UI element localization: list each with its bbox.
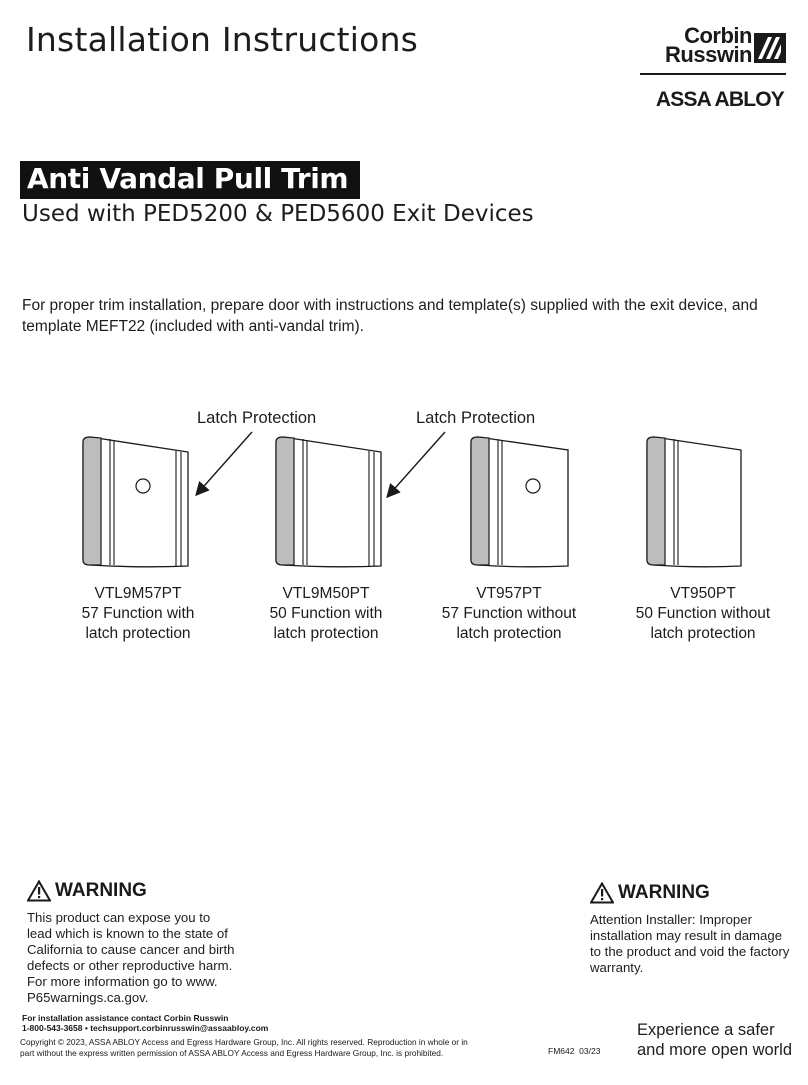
prop65-warning bbox=[27, 880, 267, 1006]
caption-vt950pt bbox=[613, 584, 793, 644]
function-text: 50 Function with bbox=[269, 605, 383, 622]
warning-label: WARNING bbox=[55, 880, 147, 901]
trim-diagram bbox=[0, 400, 808, 580]
warning-label: WARNING bbox=[618, 882, 710, 903]
product-title: Anti Vandal Pull Trim bbox=[20, 161, 360, 199]
warning-triangle-icon bbox=[590, 882, 614, 904]
assist-line: For installation assistance contact Corbin Russwin bbox=[22, 1013, 229, 1023]
trim-vtl9m50pt bbox=[276, 437, 381, 567]
warning-heading bbox=[590, 882, 800, 904]
logo-line-1: Corbin bbox=[684, 23, 752, 48]
function-text: 57 Function with bbox=[81, 605, 195, 622]
warning-line: P65warnings.ca.gov. bbox=[27, 990, 149, 1005]
callout-arrow-2 bbox=[388, 432, 445, 496]
trim-vt957pt bbox=[471, 437, 568, 567]
page-title: Installation Instructions bbox=[26, 20, 419, 59]
document-code: FM642 03/23 bbox=[548, 1046, 601, 1056]
model-number: VT950PT bbox=[670, 585, 736, 602]
protection-text: latch protection bbox=[456, 625, 562, 642]
copyright-notice bbox=[20, 1037, 480, 1058]
model-number: VTL9M57PT bbox=[94, 585, 182, 602]
warning-line: lead which is known to the state of bbox=[27, 926, 228, 941]
warning-line: installation may result in damage bbox=[590, 928, 783, 943]
assist-contact: 1-800-543-3658 • techsupport.corbinrusswin@assaabloy.com bbox=[22, 1023, 269, 1033]
function-text: 57 Function without bbox=[441, 605, 577, 622]
intro-text: For proper trim installation, prepare door with instructions and template(s) supplied with the exit device, and template MEFT22 (included with anti-vandal trim). bbox=[22, 297, 758, 335]
warning-line: warranty. bbox=[590, 960, 644, 975]
warning-heading bbox=[27, 880, 267, 902]
installer-warning bbox=[590, 882, 800, 976]
logo-wordmark bbox=[665, 23, 752, 67]
trim-vtl9m57pt bbox=[83, 437, 188, 567]
logo-divider bbox=[640, 73, 786, 75]
caption-vtl9m50pt bbox=[236, 584, 416, 644]
warning-line: For more information go to www. bbox=[27, 974, 218, 989]
corbin-russwin-logo bbox=[628, 23, 788, 116]
logo-company: ASSA ABLOY bbox=[655, 88, 784, 111]
copyright-line: part without the express written permission of ASSA ABLOY Access and Egress Hardware Group, Inc. is prohibited. bbox=[20, 1047, 444, 1058]
protection-text: latch protection bbox=[273, 625, 379, 642]
logo-line-2: Russwin bbox=[665, 42, 752, 67]
callout-arrow-1 bbox=[197, 432, 252, 494]
model-number: VT957PT bbox=[476, 585, 542, 602]
model-number: VTL9M50PT bbox=[282, 585, 370, 602]
latch-protection-callout-2: Latch Protection bbox=[416, 409, 536, 427]
protection-text: latch protection bbox=[85, 625, 191, 642]
tagline-line: Experience a safer bbox=[637, 1021, 775, 1039]
trim-vt950pt bbox=[647, 437, 741, 567]
warning-line: defects or other reproductive harm. bbox=[27, 958, 233, 973]
installation-assistance bbox=[22, 1013, 268, 1033]
tagline bbox=[637, 1020, 792, 1060]
warning-triangle-icon bbox=[27, 880, 51, 902]
warning-line: California to cause cancer and birth bbox=[27, 942, 235, 957]
warning-line: This product can expose you to bbox=[27, 910, 211, 925]
caption-vtl9m57pt bbox=[48, 584, 228, 644]
copyright-line: Copyright © 2023, ASSA ABLOY Access and Egress Hardware Group, Inc. All rights reserved. Reproduction in whole or in bbox=[20, 1037, 468, 1047]
tagline-line: and more open world bbox=[637, 1041, 793, 1059]
caption-vt957pt bbox=[419, 584, 599, 644]
warning-line: Attention Installer: Improper bbox=[590, 912, 752, 927]
protection-text: latch protection bbox=[650, 625, 756, 642]
product-subtitle: Used with PED5200 & PED5600 Exit Devices bbox=[22, 201, 534, 227]
latch-protection-callout-1: Latch Protection bbox=[197, 409, 317, 427]
warning-body bbox=[590, 912, 800, 976]
logo-stripes-icon bbox=[754, 33, 786, 63]
warning-body bbox=[27, 910, 267, 1006]
function-text: 50 Function without bbox=[635, 605, 771, 622]
warning-line: to the product and void the factory bbox=[590, 944, 790, 959]
